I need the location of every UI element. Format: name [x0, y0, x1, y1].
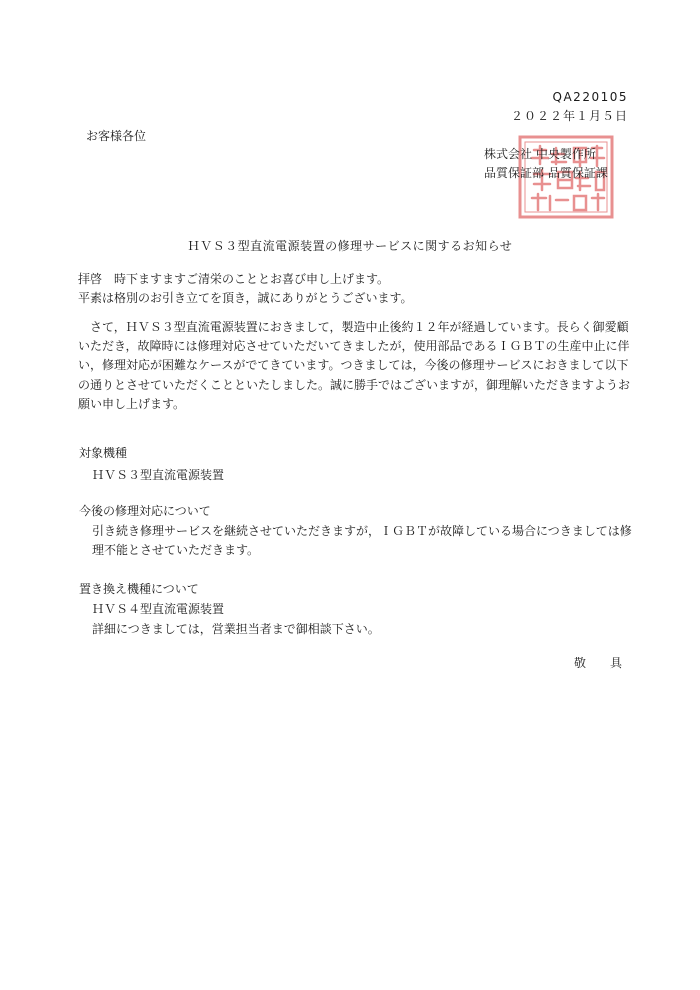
greeting-line: 拝啓 時下ますますご清栄のこととお喜び申し上げます。: [78, 272, 390, 286]
replacement-contact-note: 詳細につきましては，営業担当者まで御相談下さい。: [92, 622, 380, 636]
closing-salutation: 敬 具: [573, 656, 628, 670]
document-date: ２０２２年１月５日: [510, 109, 628, 123]
notice-title: ＨＶＳ３型直流電源装置の修理サービスに関するお知らせ: [187, 239, 513, 253]
greeting-line: 平素は格別のお引き立てを頂き，誠にありがとうございます。: [78, 291, 413, 306]
section-heading-replacement-model: 置き換え機種について: [79, 582, 199, 596]
repair-policy-text: 引き続き修理サービスを継続させていただきますが，ＩＧＢＴが故障している場合につきましては修理不能とさせていただきます。: [92, 524, 632, 558]
section-heading-target-model: 対象機種: [79, 446, 128, 460]
section-heading-repair-policy: 今後の修理対応について: [79, 504, 211, 518]
target-model-value: ＨＶＳ３型直流電源装置: [92, 468, 225, 482]
document-number: QA220105: [552, 90, 628, 104]
greeting: [78, 270, 638, 308]
body-paragraph: さて，ＨＶＳ３型直流電源装置におきまして，製造中止後約１２年が経過しています。長らく御愛顧いただき，故障時には修理対応させていただいてきましたが，使用部品であるＩＧＢＴの生産中止に伴い，修理対応が困難なケースがでてきています。つきましては，今後の修理サービスにおきまして以下の通りとさせていただくことといたしました。誠に勝手ではございますが，御理解いただきますようお願い申し上げます。: [78, 320, 631, 411]
replacement-model-value: ＨＶＳ４型直流電源装置: [92, 602, 225, 616]
addressee: お客様各位: [86, 129, 147, 143]
department-name: 品質保証部 品質保証課: [484, 166, 608, 180]
company-name: 株式会社 中央製作所: [484, 147, 596, 161]
